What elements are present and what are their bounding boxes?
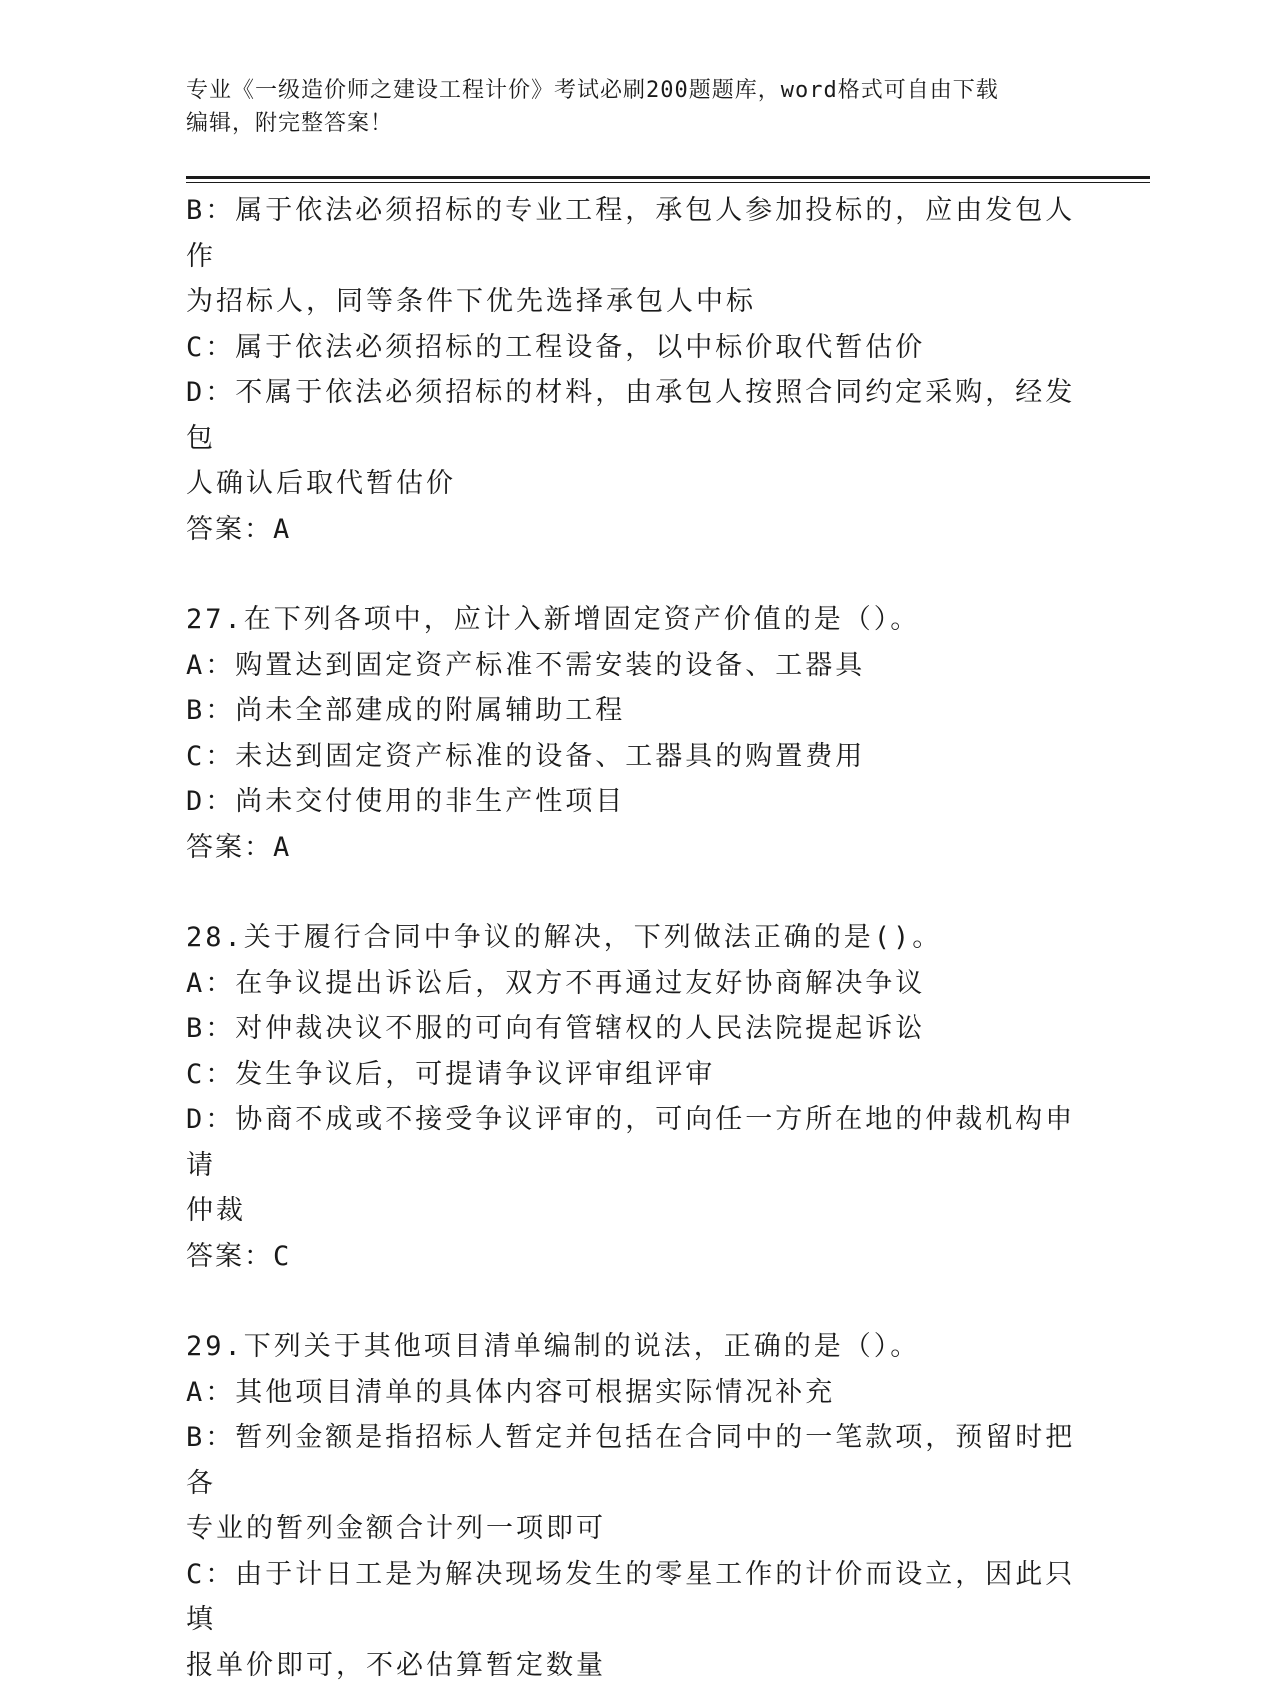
answer-line: 答案：C [186, 1234, 1086, 1280]
option-line: B：对仲裁决议不服的可向有管辖权的人民法院提起诉讼 [186, 1006, 1086, 1052]
option-line: A：在争议提出诉讼后，双方不再通过友好协商解决争议 [186, 961, 1086, 1007]
header-divider-thick [186, 176, 1150, 179]
question-block-29 [186, 1324, 1086, 1688]
question-block-26-continued [186, 188, 1086, 552]
option-line: 为招标人，同等条件下优先选择承包人中标 [186, 279, 1086, 325]
option-line: B：属于依法必须招标的专业工程，承包人参加投标的，应由发包人作 [186, 188, 1086, 279]
question-stem: 28.关于履行合同中争议的解决，下列做法正确的是()。 [186, 915, 1086, 961]
option-line: D：不属于依法必须招标的材料，由承包人按照合同约定采购，经发包 [186, 370, 1086, 461]
option-line: B：暂列金额是指招标人暂定并包括在合同中的一笔款项，预留时把各 [186, 1415, 1086, 1506]
answer-line: 答案：A [186, 825, 1086, 871]
block-spacer [186, 870, 1086, 915]
question-stem: 27.在下列各项中，应计入新增固定资产价值的是（）。 [186, 597, 1086, 643]
question-content [186, 188, 1086, 1688]
option-line: C：发生争议后，可提请争议评审组评审 [186, 1052, 1086, 1098]
option-line: 报单价即可，不必估算暂定数量 [186, 1643, 1086, 1688]
option-line: D：协商不成或不接受争议评审的，可向任一方所在地的仲裁机构申请 [186, 1097, 1086, 1188]
page-header [186, 74, 1086, 140]
option-line: C：属于依法必须招标的工程设备，以中标价取代暂估价 [186, 325, 1086, 371]
question-block-27 [186, 597, 1086, 870]
option-line: 仲裁 [186, 1188, 1086, 1234]
option-line: B：尚未全部建成的附属辅助工程 [186, 688, 1086, 734]
block-spacer [186, 1279, 1086, 1324]
option-line: A：其他项目清单的具体内容可根据实际情况补充 [186, 1370, 1086, 1416]
block-spacer [186, 552, 1086, 597]
header-line-1: 专业《一级造价师之建设工程计价》考试必刷200题题库，word格式可自由下载 [186, 74, 1086, 107]
option-line: D：尚未交付使用的非生产性项目 [186, 779, 1086, 825]
question-stem: 29.下列关于其他项目清单编制的说法，正确的是（）。 [186, 1324, 1086, 1370]
header-divider-thin [186, 182, 1150, 183]
option-line: 人确认后取代暂估价 [186, 461, 1086, 507]
option-line: 专业的暂列金额合计列一项即可 [186, 1506, 1086, 1552]
option-line: A：购置达到固定资产标准不需安装的设备、工器具 [186, 643, 1086, 689]
question-block-28 [186, 915, 1086, 1279]
option-line: C：未达到固定资产标准的设备、工器具的购置费用 [186, 734, 1086, 780]
option-line: C：由于计日工是为解决现场发生的零星工作的计价而设立，因此只填 [186, 1552, 1086, 1643]
header-line-2: 编辑，附完整答案！ [186, 107, 1086, 140]
answer-line: 答案：A [186, 507, 1086, 553]
